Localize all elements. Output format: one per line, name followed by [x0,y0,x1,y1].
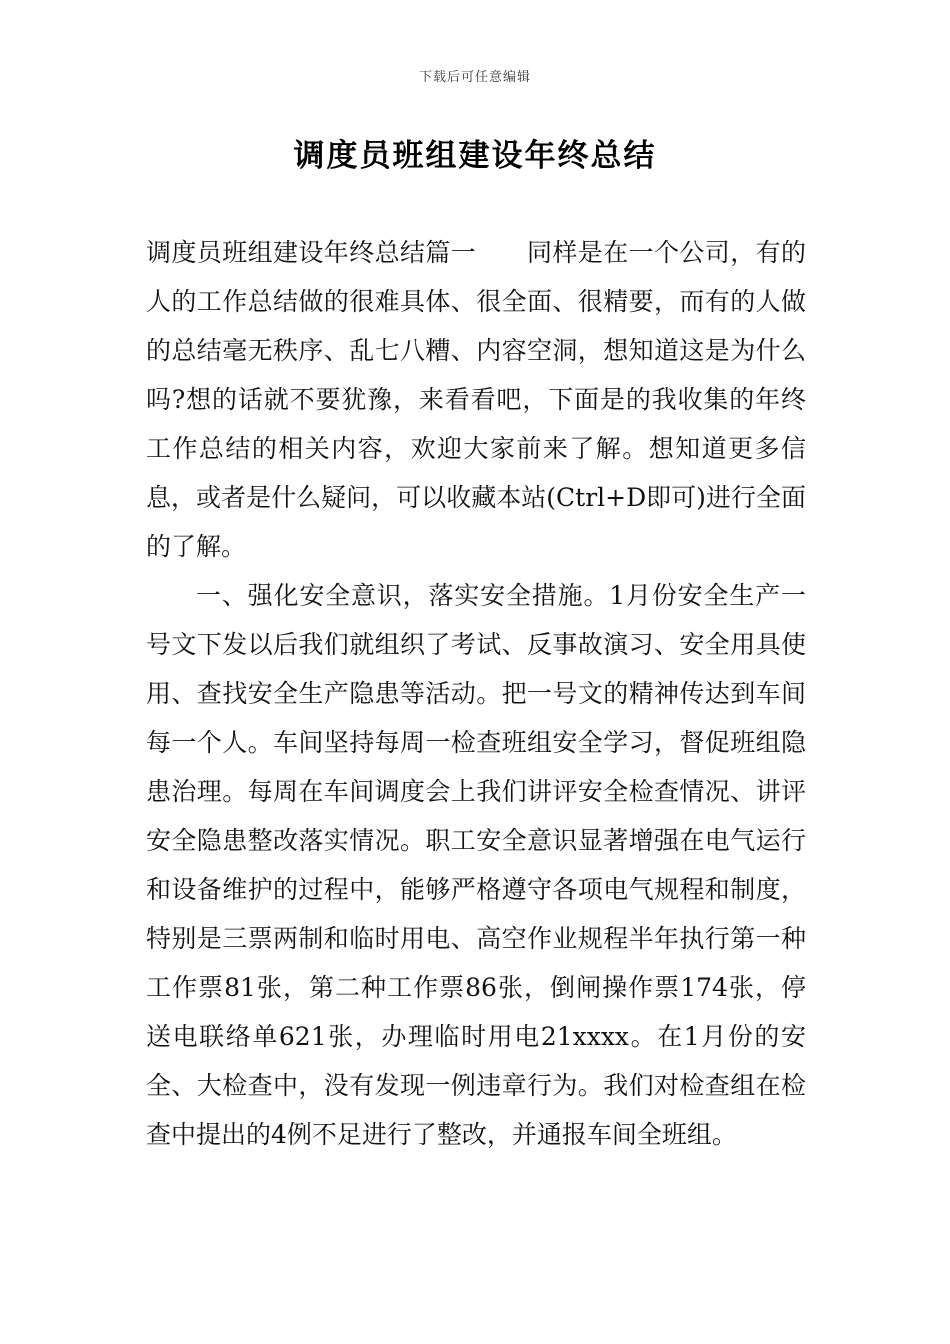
document-title: 调度员班组建设年终总结 [293,138,657,174]
header-note: 下载后可任意编辑 [418,70,531,85]
document-body [146,228,806,1159]
paragraph-safety: 一、强化安全意识，落实安全措施。1月份安全生产一号文下发以后我们就组织了考试、反事故演习、安全用具使用、查找安全生产隐患等活动。把一号文的精神传达到车间每一个人。车间坚持每周一检查班组安全学习，督促班组隐患治理。每周在车间调度会上我们讲评安全检查情况、讲评安全隐患整改落实情况。职工安全意识显著增强在电气运行和设备维护的过程中，能够严格遵守各项电气规程和制度，特别是三票两制和临时用电、高空作业规程半年执行第一种工作票81张，第二种工作票86张，倒闸操作票174张，停送电联络单621张，办理临时用电21xxxx。在1月份的安全、大检查中，没有发现一例违章行为。我们对检查组在检查中提出的4例不足进行了整改，并通报车间全班组。 [146,581,806,1149]
paragraph-intro: 调度员班组建设年终总结篇一 同样是在一个公司，有的人的工作总结做的很难具体、很全面、很精要，而有的人做的总结毫无秩序、乱七八糟、内容空洞，想知道这是为什么吗?想的话就不要犹豫，来看看吧，下面是的我收集的年终工作总结的相关内容，欢迎大家前来了解。想知道更多信息，或者是什么疑问，可以收藏本站(Ctrl+D即可)进行全面的了解。 [146,238,806,561]
